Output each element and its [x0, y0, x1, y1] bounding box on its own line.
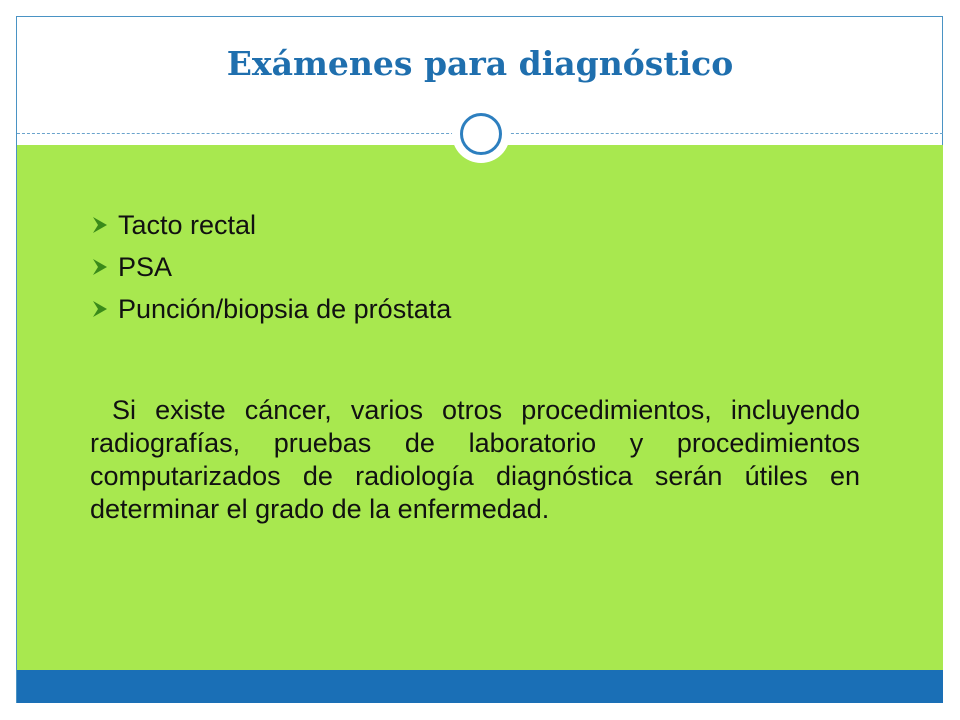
- bullet-label: Tacto rectal: [118, 209, 257, 240]
- bullet-item: [92, 288, 451, 330]
- arrow-bullet-icon: [92, 258, 118, 276]
- bullet-item: [92, 204, 451, 246]
- arrow-bullet-icon: [92, 300, 118, 318]
- slide-title: Exámenes para diagnóstico: [226, 44, 734, 83]
- bullet-label: Punción/biopsia de próstata: [118, 293, 452, 324]
- bullet-item: [92, 246, 451, 288]
- bullet-label: PSA: [118, 251, 173, 282]
- footer-bar: [17, 670, 943, 703]
- ring-icon: [460, 113, 502, 155]
- arrow-bullet-icon: [92, 216, 118, 234]
- bullet-list: [92, 204, 451, 330]
- body-paragraph: Si existe cáncer, varios otros procedimientos, incluyendo radiografías, pruebas de laboratorio y procedimientos computarizados de radiología diagnóstica serán útiles en determinar el grado de la enfermedad.: [90, 395, 860, 524]
